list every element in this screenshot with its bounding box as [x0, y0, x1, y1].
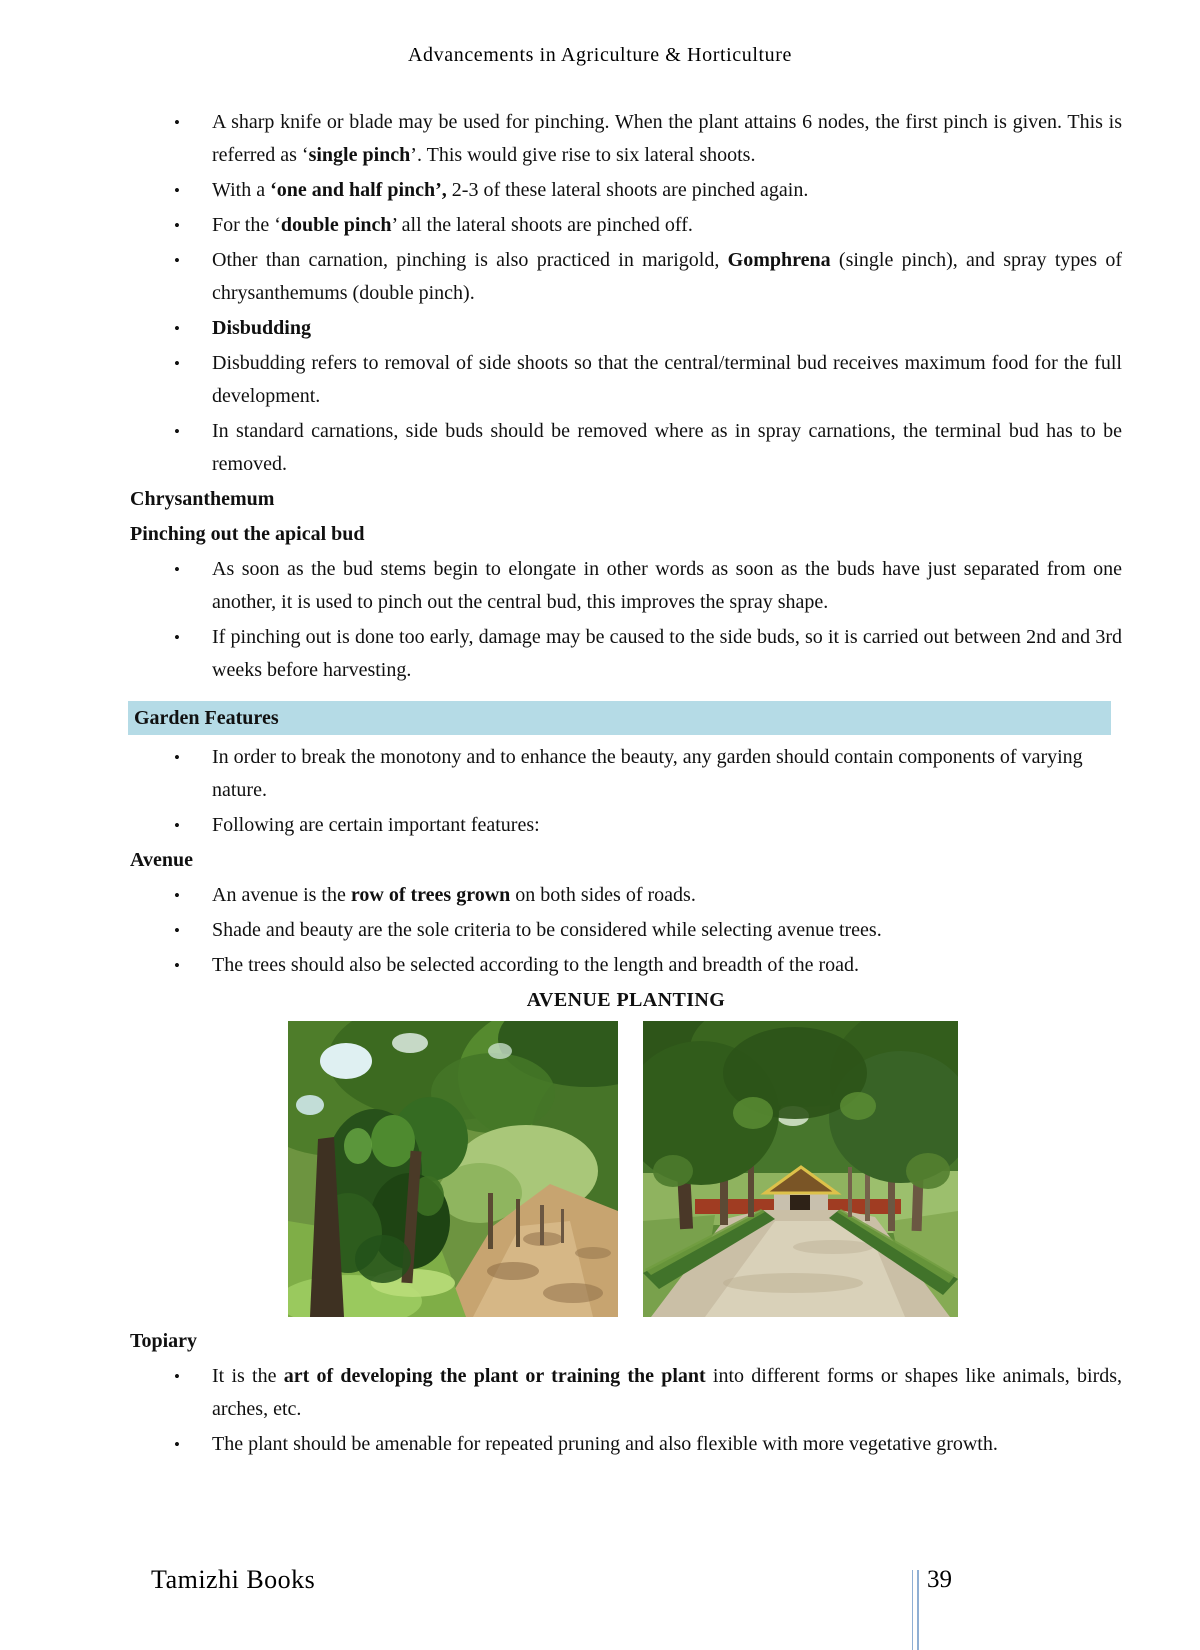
heading-chrysanthemum: Chrysanthemum [130, 488, 275, 510]
bullet-item [130, 244, 1122, 310]
page-content [130, 104, 1122, 1463]
footer-divider-line [912, 1570, 919, 1650]
bullet-item [130, 741, 1122, 807]
bullet-icon: • [174, 1435, 180, 1454]
bullet-item [130, 174, 1122, 207]
bullet-item [130, 1360, 1122, 1426]
heading-garden-features: Garden Features [128, 701, 1111, 735]
bullet-icon: • [174, 181, 180, 200]
bullet-text: As soon as the bud stems begin to elongate in other words as soon as the buds have just separated from one another, it is used to pinch out the central bud, this improves the spray shape. [212, 558, 1122, 613]
bullet-text: A sharp knife or blade may be used for pinching. When the plant attains 6 nodes, the first pinch is given. This is referred as ‘single pinch’. This would give rise to six lateral shoots. [212, 111, 1122, 166]
bullet-item [130, 1428, 1122, 1461]
bullet-item [130, 553, 1122, 619]
bullet-icon: • [174, 319, 180, 338]
bullet-item [130, 949, 1122, 982]
bullet-item [130, 347, 1122, 413]
bullet-text: Following are certain important features: [212, 814, 540, 836]
bullet-text: If pinching out is done too early, damage may be caused to the side buds, so it is carried out between 2nd and 3rd weeks before harvesting. [212, 626, 1122, 681]
bullet-text: An avenue is the row of trees grown on both sides of roads. [212, 884, 696, 906]
bullet-text: It is the art of developing the plant or training the plant into different forms or shapes like animals, birds, arches, etc. [212, 1365, 1123, 1420]
bullet-icon: • [174, 216, 180, 235]
bullet-item [130, 106, 1122, 172]
bullet-text: Shade and beauty are the sole criteria to be considered while selecting avenue trees. [212, 919, 882, 941]
bullet-icon: • [174, 628, 180, 647]
page-header-title: Advancements in Agriculture & Horticulture [408, 44, 792, 66]
bullet-text: Other than carnation, pinching is also practiced in marigold, Gomphrena (single pinch), and spray types of chrysanthemums (double pinch). [212, 249, 1123, 304]
bullet-icon: • [174, 422, 180, 441]
bullet-item [130, 879, 1122, 912]
heading-topiary: Topiary [130, 1330, 198, 1352]
bullet-icon: • [174, 1367, 180, 1386]
bullet-item [130, 621, 1122, 687]
bullet-text: In order to break the monotony and to enhance the beauty, any garden should contain components of varying nature. [212, 746, 1083, 801]
heading-avenue: Avenue [130, 849, 193, 871]
heading-pinching-apical-bud: Pinching out the apical bud [130, 523, 365, 545]
bullet-icon: • [174, 251, 180, 270]
bullet-text: Disbudding refers to removal of side shoots so that the central/terminal bud receives maximum food for the full development. [212, 352, 1122, 407]
bullet-icon: • [174, 956, 180, 975]
bullet-text: With a ‘one and half pinch’, 2-3 of these lateral shoots are pinched again. [212, 179, 809, 201]
bullet-icon: • [174, 748, 180, 767]
bullet-icon: • [174, 354, 180, 373]
bullet-icon: • [174, 816, 180, 835]
bullet-text: The trees should also be selected according to the length and breadth of the road. [212, 954, 859, 976]
bullet-icon: • [174, 886, 180, 905]
bullet-item-disbudding-heading [130, 312, 1122, 345]
bullet-item [130, 209, 1122, 242]
bullet-text: For the ‘double pinch’ all the lateral shoots are pinched off. [212, 214, 693, 236]
figure-caption: AVENUE PLANTING [526, 989, 726, 1011]
bullet-icon: • [174, 921, 180, 940]
bullet-text: Disbudding [212, 317, 311, 339]
avenue-photo-left [288, 1021, 618, 1317]
page-number: 39 [927, 1566, 952, 1593]
bullet-text: The plant should be amenable for repeated pruning and also flexible with more vegetative growth. [212, 1433, 998, 1455]
avenue-photos-row [288, 1021, 1122, 1317]
bullet-text: In standard carnations, side buds should be removed where as in spray carnations, the terminal bud has to be removed. [212, 420, 1122, 475]
footer-publisher: Tamizhi Books [151, 1565, 316, 1594]
avenue-photo-right [643, 1021, 958, 1317]
bullet-item [130, 809, 1122, 842]
bullet-icon: • [174, 113, 180, 132]
bullet-icon: • [174, 560, 180, 579]
bullet-item [130, 914, 1122, 947]
bullet-item [130, 415, 1122, 481]
